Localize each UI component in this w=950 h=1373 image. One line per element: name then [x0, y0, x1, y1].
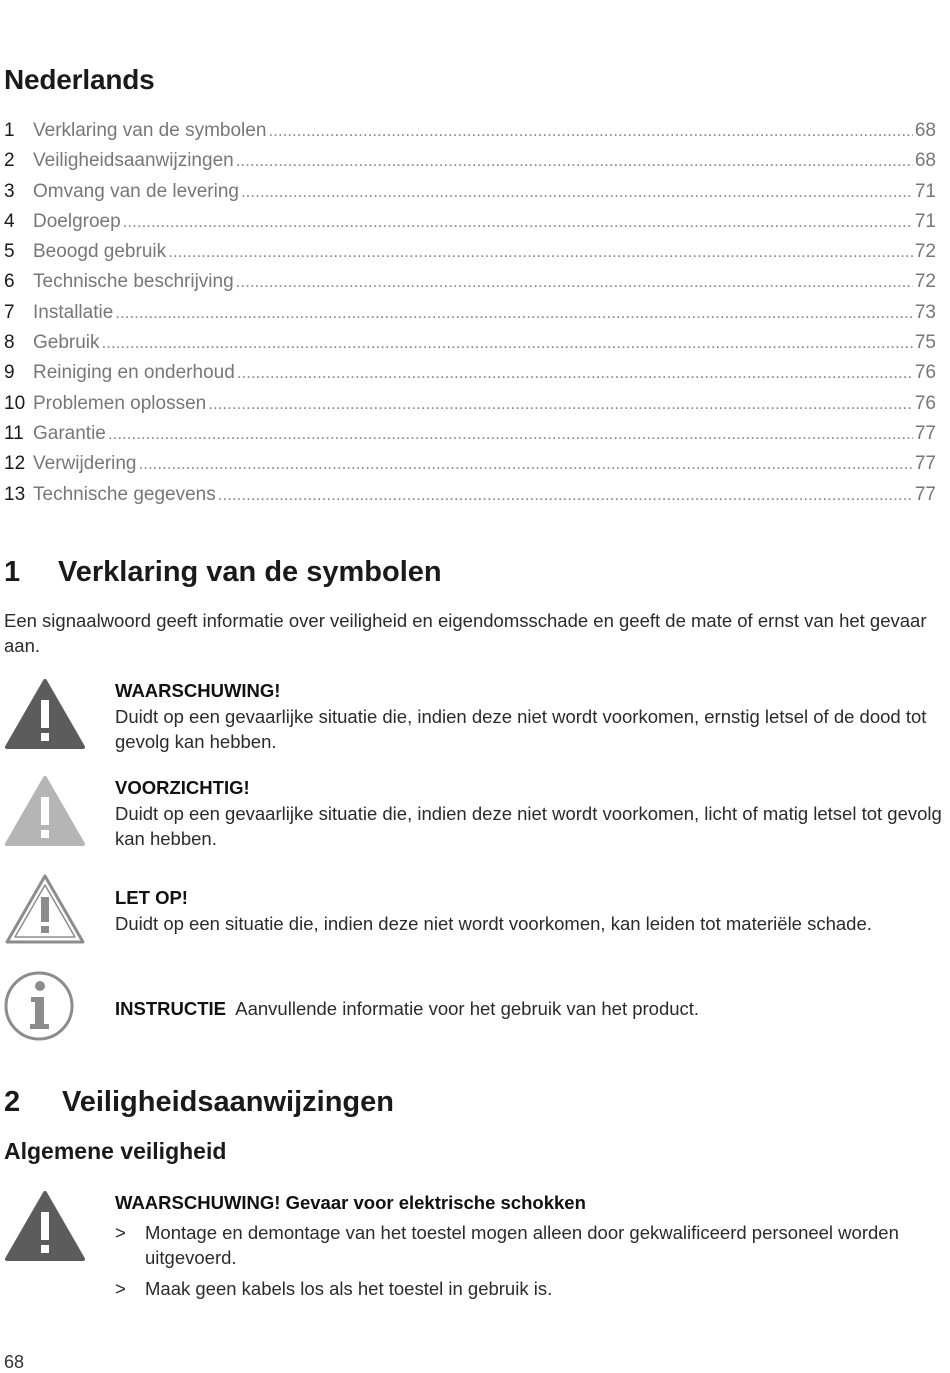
safety-bullet-list — [115, 1220, 950, 1302]
toc-entry[interactable] — [4, 302, 936, 332]
toc-page: 72 — [914, 271, 936, 293]
toc-title: Gebruik — [33, 332, 100, 354]
info-circle-icon — [4, 970, 76, 1047]
toc-page: 71 — [914, 210, 936, 232]
toc-leader-dots — [139, 454, 913, 474]
warning-triangle-dark-icon — [4, 1190, 86, 1267]
instruction-notice — [4, 970, 950, 1042]
section-title: Verklaring van de symbolen — [58, 556, 442, 588]
toc-number: 2 — [4, 150, 15, 172]
notice-triangle-outline-icon — [4, 873, 86, 950]
toc-leader-dots — [218, 485, 913, 505]
toc-entry[interactable] — [4, 241, 936, 271]
warning-triangle-dark-icon — [4, 678, 86, 755]
toc-title: Installatie — [33, 301, 114, 323]
warning-notice — [4, 678, 950, 758]
caution-label: VOORZICHTIG! — [115, 777, 250, 798]
toc-number: 6 — [4, 271, 15, 293]
toc-leader-dots — [236, 272, 913, 292]
section-2-heading — [4, 1086, 394, 1119]
toc-leader-dots — [115, 303, 913, 323]
warning-text-block — [115, 678, 950, 755]
instruction-description: Aanvullende informatie voor het gebruik van het product. — [235, 998, 700, 1019]
toc-page: 68 — [914, 120, 936, 141]
page-number: 68 — [4, 1352, 25, 1372]
toc-page: 77 — [914, 422, 936, 444]
toc-title: Technische gegevens — [33, 483, 216, 505]
toc-page: 76 — [914, 392, 936, 414]
notice-description: Duidt op een situatie die, indien deze niet wordt voorkomen, kan leiden tot materiële schade. — [115, 912, 872, 934]
toc-page: 68 — [914, 150, 936, 172]
notice-notice — [4, 873, 950, 948]
toc-title: Verwijdering — [33, 453, 137, 475]
caution-triangle-light-icon — [4, 775, 86, 852]
toc-number: 4 — [4, 210, 15, 232]
toc-leader-dots — [102, 333, 913, 353]
toc-entry[interactable] — [4, 362, 936, 392]
instruction-label: INSTRUCTIE — [115, 998, 226, 1019]
toc-leader-dots — [108, 424, 913, 444]
list-item-text: Montage en demontage van het toestel mogen alleen door gekwalificeerd personeel worden uitgevoerd. — [145, 1221, 899, 1268]
toc-number: 10 — [4, 392, 26, 414]
toc-page: 75 — [914, 332, 936, 354]
toc-title: Doelgroep — [33, 210, 121, 232]
general-safety-subheading: Algemene veiligheid — [4, 1138, 227, 1164]
toc-title: Garantie — [33, 422, 106, 444]
caution-notice — [4, 775, 950, 855]
caution-text-block — [115, 775, 950, 852]
section-title: Veiligheidsaanwijzingen — [62, 1086, 394, 1118]
toc-entry[interactable] — [4, 181, 936, 211]
toc-entry[interactable] — [4, 211, 936, 241]
toc-leader-dots — [236, 151, 913, 171]
electric-shock-text-block — [115, 1190, 950, 1306]
toc-entry[interactable] — [4, 453, 936, 483]
language-title: Nederlands — [4, 64, 155, 95]
electric-shock-warning — [4, 1190, 950, 1310]
toc-number: 13 — [4, 483, 26, 505]
toc-leader-dots — [208, 394, 913, 414]
toc-entry[interactable] — [4, 332, 936, 362]
toc-title: Omvang van de levering — [33, 180, 239, 202]
electric-shock-label: WAARSCHUWING! Gevaar voor elektrische schokken — [115, 1192, 586, 1213]
toc-title: Problemen oplossen — [33, 392, 207, 414]
toc-number: 11 — [4, 422, 24, 444]
toc-page: 77 — [914, 483, 936, 505]
toc-leader-dots — [268, 121, 912, 141]
toc-page: 73 — [914, 301, 936, 323]
toc-entry[interactable] — [4, 150, 936, 180]
toc-title: Beoogd gebruik — [33, 241, 167, 263]
toc-title: Technische beschrijving — [33, 271, 234, 293]
toc-leader-dots — [237, 363, 913, 383]
toc-entry[interactable] — [4, 423, 936, 453]
toc-number: 7 — [4, 301, 15, 323]
toc-title: Reiniging en onderhoud — [33, 362, 235, 384]
list-item — [115, 1276, 950, 1302]
toc-number: 1 — [4, 120, 15, 141]
toc-page: 72 — [914, 241, 936, 263]
notice-label: LET OP! — [115, 887, 188, 908]
toc-title: Veiligheidsaanwijzingen — [33, 150, 234, 172]
toc-page: 71 — [914, 180, 936, 202]
toc-page: 76 — [914, 362, 936, 384]
toc-number: 9 — [4, 362, 15, 384]
toc-number: 12 — [4, 453, 26, 475]
toc-number: 3 — [4, 180, 15, 202]
section-number: 2 — [4, 1086, 21, 1118]
caution-description: Duidt op een gevaarlijke situatie die, indien deze niet wordt voorkomen, licht of matig letsel tot gevolg kan hebben. — [115, 802, 942, 849]
toc-number: 8 — [4, 332, 15, 354]
list-item-text: Maak geen kabels los als het toestel in gebruik is. — [145, 1277, 553, 1299]
warning-label: WAARSCHUWING! — [115, 680, 281, 701]
notice-text-block — [115, 885, 950, 936]
signal-word-intro: Een signaalwoord geeft informatie over veiligheid en eigendomsschade en geeft de mate of ernst van het gevaar aan. — [4, 610, 927, 656]
instruction-text-block — [115, 996, 950, 1022]
toc-number: 5 — [4, 241, 15, 263]
toc-leader-dots — [123, 212, 913, 232]
section-1-heading — [4, 556, 442, 589]
toc-entry[interactable] — [4, 271, 936, 301]
table-of-contents — [4, 120, 936, 514]
chevron-right-icon: > — [115, 1277, 126, 1299]
toc-title: Verklaring van de symbolen — [33, 120, 267, 141]
warning-description: Duidt op een gevaarlijke situatie die, indien deze niet wordt voorkomen, ernstig letsel of de dood tot gevolg kan hebben. — [115, 705, 927, 752]
toc-leader-dots — [168, 242, 913, 262]
list-item — [115, 1220, 950, 1271]
chevron-right-icon: > — [115, 1221, 126, 1243]
section-number: 1 — [4, 556, 21, 588]
toc-entry[interactable] — [4, 393, 936, 423]
toc-page: 77 — [914, 453, 936, 475]
toc-entry[interactable] — [4, 484, 936, 514]
toc-leader-dots — [241, 182, 913, 202]
toc-entry[interactable] — [4, 120, 936, 150]
